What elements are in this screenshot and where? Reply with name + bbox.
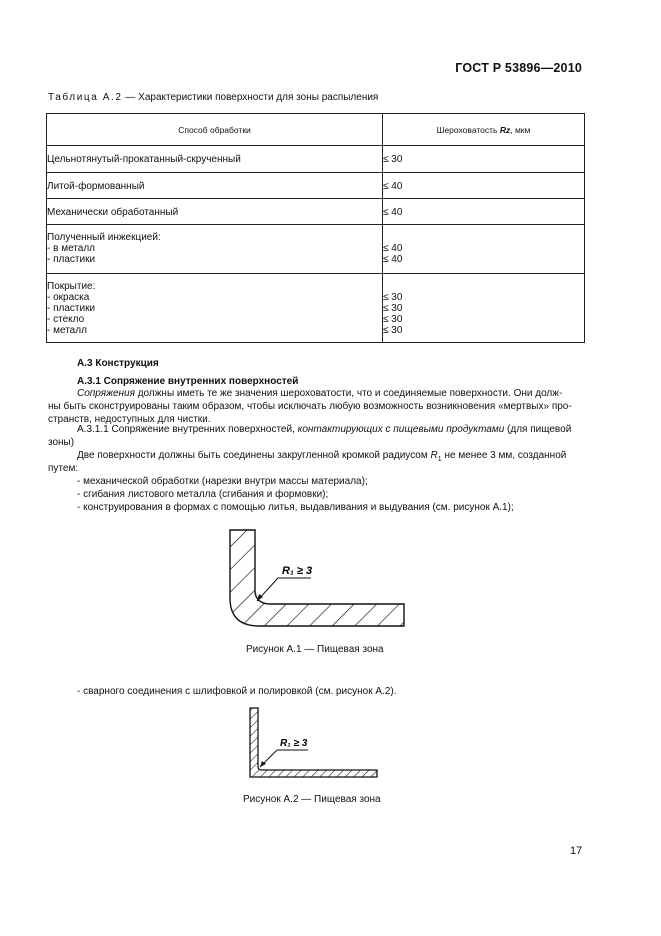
- method-sub-item: - пластики: [47, 303, 96, 314]
- paragraph-1-line-3: странств, недоступных для чистки.: [48, 414, 211, 425]
- value-cell: ≤ 40: [383, 199, 585, 225]
- table-row: [47, 225, 585, 274]
- column-header-method: Способ обработки: [47, 114, 383, 146]
- table-row: [47, 173, 585, 199]
- figure-a2-caption: Рисунок А.2 — Пищевая зона: [243, 794, 381, 805]
- method-sub-item: - металл: [47, 325, 87, 336]
- method-group-title: Покрытие:: [47, 281, 96, 292]
- figure-a1-caption: Рисунок А.1 — Пищевая зона: [246, 644, 384, 655]
- roughness-header-prefix: Шероховатость: [436, 124, 500, 135]
- paragraph-1-text: должны иметь те же значения шероховатости, что и соединяемые поверхности. Они долж-: [134, 388, 563, 399]
- method-cell: [47, 225, 383, 274]
- paragraph-1-italic: Сопряжения: [77, 388, 135, 399]
- table-caption-text: — Характеристики поверхности для зоны распыления: [122, 92, 379, 103]
- paragraph-3-text-a: Две поверхности должны быть соединены закругленной кромкой радиусом: [77, 450, 431, 461]
- method-sub-item: - пластики: [47, 254, 96, 265]
- table-caption: [48, 92, 378, 103]
- paragraph-1-line-2: ны быть сконструированы таким образом, чтобы исключать любую возможность возникновения «мертвых» про-: [48, 401, 572, 412]
- value-sub-item: ≤ 30: [383, 314, 403, 325]
- radius-subscript: 1: [437, 456, 442, 463]
- surface-characteristics-table: [46, 113, 585, 343]
- list-item: - сгибания листового металла (сгибания и формовки);: [77, 489, 329, 500]
- paragraph-2-suffix: (для пищевой: [504, 424, 572, 435]
- method-cell: Литой-формованный: [47, 173, 383, 199]
- section-a31-title: А.3.1 Сопряжение внутренних поверхностей: [77, 376, 299, 387]
- value-cell: [383, 225, 585, 274]
- figure-a2-label: R₁ ≥ 3: [280, 738, 308, 749]
- method-sub-item: - в металл: [47, 243, 96, 254]
- table-header-row: [47, 114, 585, 146]
- document-header: ГОСТ Р 53896—2010: [455, 61, 582, 75]
- method-cell: Механически обработанный: [47, 199, 383, 225]
- roughness-header-var: Rz: [499, 124, 511, 135]
- paragraph-2-line-2: зоны): [48, 437, 75, 448]
- paragraph-3-text-b: не менее 3 мм, созданной: [441, 450, 567, 461]
- value-cell: ≤ 40: [383, 173, 585, 199]
- paragraph-3-line-2: путем:: [48, 463, 79, 474]
- table-caption-label: Таблица А.2: [48, 92, 123, 103]
- paragraph-1-line-1: [77, 387, 562, 400]
- value-cell: [383, 274, 585, 343]
- value-sub-item: ≤ 30: [383, 303, 403, 314]
- method-cell: [47, 274, 383, 343]
- table-row: [47, 274, 585, 343]
- value-sub-item: ≤ 30: [383, 325, 403, 336]
- method-cell: Цельнотянутый-прокатанный-скрученный: [47, 146, 383, 173]
- radius-symbol: R: [430, 450, 438, 461]
- value-sub-item: ≤ 40: [383, 254, 403, 265]
- paragraph-2-line-1: [77, 423, 571, 436]
- figure-a1-label: R₁ ≥ 3: [282, 565, 313, 577]
- value-sub-item: ≤ 40: [383, 243, 403, 254]
- roughness-header-unit: , мкм: [510, 124, 531, 135]
- paragraph-2-italic: контактирующих с пищевыми продуктами: [297, 424, 505, 435]
- method-sub-item: - стекло: [47, 314, 85, 325]
- list-item: - сварного соединения с шлифовкой и полировкой (см. рисунок А.2).: [77, 686, 397, 697]
- table-row: [47, 146, 585, 173]
- value-sub-item: ≤ 30: [383, 292, 403, 303]
- paragraph-2-prefix: А.3.1.1 Сопряжение внутренних поверхностей,: [77, 424, 298, 435]
- method-sub-item: - окраска: [47, 292, 90, 303]
- column-header-roughness: [383, 114, 585, 146]
- table-row: [47, 199, 585, 225]
- list-item: - механической обработки (нарезки внутри массы материала);: [77, 476, 368, 487]
- page-number: 17: [570, 845, 583, 857]
- list-item: - конструирования в формах с помощью литья, выдавливания и выдувания (см. рисунок А.1);: [77, 502, 514, 513]
- section-a3-title: А.3 Конструкция: [77, 358, 159, 369]
- value-cell: ≤ 30: [383, 146, 585, 173]
- figure-a2-drawing: [246, 706, 382, 782]
- figure-a1-drawing: [226, 528, 411, 632]
- method-group-title: Полученный инжекцией:: [47, 232, 161, 243]
- paragraph-3-line-1: [77, 449, 566, 466]
